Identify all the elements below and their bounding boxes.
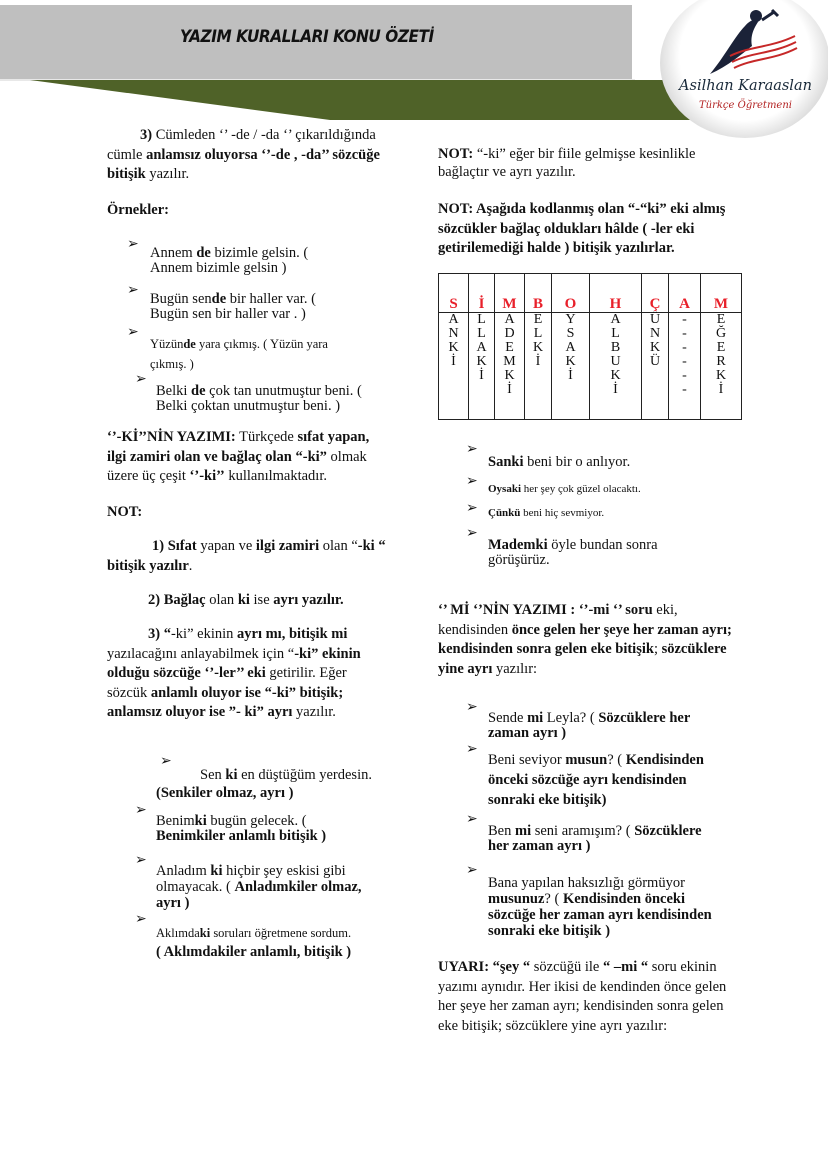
arrow-bullet-icon: ➢ — [127, 283, 139, 298]
text-run: beni bir o anlıyor. — [523, 454, 631, 470]
arrow-bullet-icon: ➢ — [466, 863, 478, 878]
example-item — [200, 766, 420, 786]
text-run: bugün gelecek. ( — [206, 813, 307, 829]
text-run: seni aramışım? ( — [531, 823, 635, 839]
text-run: yapan ve — [196, 538, 256, 554]
text-run: -ki” ekinin — [170, 626, 238, 642]
letter: İ — [507, 382, 512, 397]
letter: - — [682, 340, 687, 355]
example-item — [488, 538, 688, 568]
letter: A — [476, 340, 487, 355]
ki-verb-note — [438, 145, 728, 181]
arrow-bullet-icon: ➢ — [466, 501, 478, 516]
example-item — [488, 711, 723, 741]
conjunction-code-table — [438, 273, 742, 420]
example-item — [488, 875, 733, 939]
text-run: getirilir. Eğer sözcük — [107, 665, 347, 701]
text-run: Bana yapılan haksızlığı görmüyor — [488, 875, 685, 891]
text-run: ; — [653, 641, 662, 657]
letter: - — [682, 326, 687, 341]
text-run: Kendisinden önceki sözcüğe ayrı kendisinden sonraki eke bitişik) — [488, 752, 704, 808]
example-item — [156, 384, 371, 414]
text-run: kullanılmaktadır. — [224, 468, 327, 484]
conjunction-letters-cell — [642, 313, 669, 420]
conjunction-letters-cell — [439, 313, 469, 420]
letter: K — [565, 354, 576, 369]
text-run: -ki “ bitişik yazılır — [107, 538, 386, 574]
letter: S — [566, 326, 575, 341]
conjunction-letters-cell — [590, 313, 642, 420]
text-run: Cümleden ‘’ -de / -da ‘’ çıkarıldığında cümle — [107, 127, 376, 163]
letter: E — [716, 312, 726, 327]
letter: U — [610, 354, 621, 369]
ki-rule-3 — [107, 625, 372, 723]
text-run: 1) Sıfat — [152, 538, 197, 554]
letter: Ü — [649, 312, 661, 327]
text-run: soruları öğretmene sordum. — [210, 926, 352, 940]
text-run: musun — [565, 752, 608, 768]
letter: Y — [565, 312, 576, 327]
ki-rule-1 — [107, 537, 392, 576]
code-letter-cell: O — [552, 274, 590, 313]
code-letter-cell: M — [495, 274, 525, 313]
example-item — [488, 750, 728, 810]
text-run: anlamsız oluyorsa ‘’-de , -da’’ sözcüğe bitişik — [107, 146, 380, 182]
text-run: Ben — [488, 823, 515, 839]
code-letter-cell: M — [701, 274, 742, 313]
text-run: ki — [194, 813, 207, 829]
example-item — [150, 246, 330, 276]
text-run: Aklımda — [156, 926, 200, 940]
teacher-figure-icon — [690, 6, 800, 76]
text-run: ayrı yazılır. — [273, 592, 344, 608]
text-run: 3) “ — [148, 626, 171, 642]
text-run: Mademki — [488, 537, 548, 553]
letter: L — [611, 326, 620, 341]
text-run: musunuz — [488, 891, 545, 907]
example-item — [156, 814, 356, 844]
text-run: ki — [210, 863, 223, 879]
text-run: de — [196, 245, 211, 261]
letter: N — [649, 326, 661, 341]
example-item — [488, 824, 723, 854]
letter: A — [504, 312, 515, 327]
code-letter-cell: B — [525, 274, 552, 313]
text-run: 2) Bağlaç — [148, 592, 206, 608]
ki-rule-2 — [148, 591, 408, 611]
text-run: ‘’-ki’’ — [189, 468, 225, 484]
text-run: her şey çok güzel olacaktı. — [521, 483, 641, 495]
text-run: Benimkiler anlamlı bitişik ) — [156, 828, 327, 844]
letter: K — [715, 368, 727, 383]
text-run: hiçbir şey eskisi gibi olmayacak. ( — [156, 863, 346, 895]
letter: L — [477, 312, 486, 327]
letter: İ — [451, 354, 456, 369]
text-run: ? ( — [607, 752, 626, 768]
text-run: “-ki” eğer bir fiile gelmişse kesinlikle bağlaçtır ve ayrı yazılır. — [438, 146, 696, 180]
text-run: “ –mi “ — [603, 959, 649, 975]
mi-rule — [438, 601, 733, 679]
arrow-bullet-icon: ➢ — [135, 803, 147, 818]
conjunction-letters-cell — [552, 313, 590, 420]
example-item — [156, 863, 381, 911]
letter: B — [610, 340, 621, 355]
text-run: yazılır. — [292, 704, 336, 720]
text-run: Bugün sen — [150, 291, 212, 307]
text-run: Sözcüklere her zaman ayrı ) — [488, 710, 691, 741]
example-note: (Senkiler olmaz, ayrı ) — [156, 785, 294, 801]
arrow-bullet-icon: ➢ — [160, 754, 172, 769]
letter: İ — [718, 382, 724, 397]
letter: L — [533, 326, 543, 341]
text-run: -ki” ekinin olduğu sözcüğe ‘’-ler’’ eki — [107, 645, 361, 681]
examples-heading: Örnekler: — [107, 202, 170, 218]
text-run: de — [211, 291, 227, 307]
letter: N — [448, 326, 459, 341]
letter: K — [532, 340, 544, 355]
text-run: ilgi zamiri — [255, 538, 320, 554]
text-run: Sende — [488, 710, 528, 726]
example-item — [488, 480, 641, 500]
conjunction-letters-cell — [701, 313, 742, 420]
letter: K — [504, 368, 515, 383]
letter: K — [448, 340, 459, 355]
text-run: sıfat yapan, ilgi zamiri olan ve bağlaç olan “-ki” — [107, 429, 370, 465]
letter: E — [533, 312, 543, 327]
letter: K — [476, 354, 487, 369]
letter: K — [610, 368, 621, 383]
letter: M — [503, 354, 516, 369]
letter: A — [610, 312, 621, 327]
conjunction-letters-cell — [495, 313, 525, 420]
example-item — [488, 504, 604, 524]
text-run: ‘’-Kİ’’NİN YAZIMI: — [107, 429, 236, 445]
text-run: Sen — [200, 767, 226, 783]
text-run: Sanki — [488, 454, 524, 470]
de-da-rule — [107, 126, 392, 185]
text-run: yazılır: — [492, 660, 538, 677]
letter: E — [716, 340, 726, 355]
text-run: beni hiç sevmiyor. — [520, 507, 605, 519]
arrow-bullet-icon: ➢ — [466, 812, 478, 827]
text-run: Yüzün — [150, 337, 184, 351]
text-run: bir haller var. ( Bugün sen bir haller var . ) — [150, 291, 316, 322]
text-run: bizimle gelsin. ( Annem bizimle gelsin ) — [150, 245, 309, 276]
letter: E — [505, 340, 514, 355]
example-item — [150, 292, 330, 322]
code-letter-cell: S — [439, 274, 469, 313]
text-run: NOT: — [438, 146, 474, 162]
example-item — [150, 335, 360, 374]
text-run: mi — [527, 710, 544, 726]
text-run: ki — [199, 926, 211, 940]
text-run: sözcüğü ile — [530, 959, 603, 975]
arrow-bullet-icon: ➢ — [127, 237, 139, 252]
text-run: eki, kendisinden — [438, 602, 678, 638]
letter: Ğ — [715, 326, 727, 341]
text-run: sözcüklere yine ayrı — [438, 641, 727, 677]
logo-subtitle: Türkçe Öğretmeni — [698, 100, 792, 111]
text-run: ‘’ Mİ ‘’NİN YAZIMI : ‘’-mi ‘’ soru — [438, 602, 653, 618]
letter: K — [649, 340, 661, 355]
code-letter-cell: Ç — [642, 274, 669, 313]
text-run: anlamlı oluyor ise “-ki” bitişik; anlamsız oluyor ise ”- ki” ayrı — [107, 684, 344, 720]
conjunction-letters-cell — [669, 313, 701, 420]
text-run: Benim — [156, 813, 195, 829]
text-run: de — [191, 383, 206, 399]
text-run: . — [188, 557, 193, 574]
conjunction-letters-cell — [469, 313, 495, 420]
example-item — [156, 924, 396, 944]
conjunction-letters-cell — [525, 313, 552, 420]
letter: İ — [568, 368, 573, 383]
text-run: ayrı mı, bitişik mi — [237, 626, 348, 642]
arrow-bullet-icon: ➢ — [466, 526, 478, 541]
ki-rule-intro — [107, 428, 392, 487]
text-run: en düştüğüm yerdesin. — [237, 767, 372, 783]
text-run: Beni seviyor — [488, 752, 566, 768]
text-run: NOT: Aşağıda kodlanmış olan “-“ki” eki almış sözcükler bağlaç oldukları hâlde ( -ler eki getirilemediği halde ) bitişik yazılırlar. — [438, 201, 726, 256]
text-run: soru ekinin yazımı aynıdır. Her ikisi de kendinden önce gelen her şeye her zaman ayrı; kendisinden sonra gelen eke bitişik; sözcüklere yine ayrı yazılır: — [438, 959, 727, 1034]
letter: A — [448, 312, 459, 327]
letter: Ü — [649, 354, 661, 369]
text-run: ise — [249, 592, 274, 608]
letter: - — [682, 368, 687, 383]
letter: İ — [479, 368, 484, 383]
text-run: öyle bundan sonra görüşürüz. — [488, 537, 658, 568]
arrow-bullet-icon: ➢ — [466, 742, 478, 757]
text-run: Sözcüklere her zaman ayrı ) — [488, 823, 702, 854]
text-run: ki — [237, 592, 250, 608]
example-item — [488, 453, 630, 473]
document-title: YAZIM KURALLARI KONU ÖZETİ — [180, 27, 434, 47]
text-run: ? ( — [544, 891, 563, 907]
letter: İ — [613, 382, 618, 397]
arrow-bullet-icon: ➢ — [466, 442, 478, 457]
text-run: olmak üzere üç çeşit — [107, 448, 367, 484]
letter: - — [682, 354, 687, 369]
code-letter-cell: H — [590, 274, 642, 313]
letter: - — [682, 312, 687, 327]
letter: - — [682, 382, 687, 397]
arrow-bullet-icon: ➢ — [135, 912, 147, 927]
text-run: de — [183, 337, 196, 351]
text-run: Çünkü — [488, 507, 521, 519]
ki-conjunction-note — [438, 200, 730, 259]
table-row — [439, 313, 742, 420]
text-run: Leyla? ( — [543, 710, 599, 726]
letter: D — [504, 326, 515, 341]
letter: R — [716, 354, 726, 369]
text-run: ki — [225, 767, 238, 783]
arrow-bullet-icon: ➢ — [466, 700, 478, 715]
text-run: 3) — [140, 127, 156, 143]
note-heading: NOT: — [107, 504, 143, 520]
text-run: çok tan unutmuştur beni. ( Belki çoktan unutmuştur beni. ) — [156, 383, 362, 414]
text-run: Belki — [156, 383, 192, 399]
table-header-row — [439, 274, 742, 313]
letter: L — [477, 326, 486, 341]
uyari-warning — [438, 958, 733, 1036]
text-run: yazılır. — [145, 166, 190, 182]
arrow-bullet-icon: ➢ — [135, 372, 147, 387]
text-run: UYARI: “şey “ — [438, 959, 531, 975]
text-run: olan — [205, 592, 238, 608]
letter: İ — [535, 354, 541, 369]
text-run: Anladımkiler olmaz, ayrı ) — [156, 879, 362, 911]
text-run: yazılacağını anlayabilmek için “ — [107, 645, 295, 662]
text-run: Oysaki — [488, 483, 522, 495]
logo-name: Asilhan Karaaslan — [679, 78, 812, 94]
code-letter-cell: İ — [469, 274, 495, 313]
arrow-bullet-icon: ➢ — [127, 325, 139, 340]
header-green-band — [0, 80, 760, 120]
text-run: Türkçede — [235, 429, 298, 445]
letter: A — [565, 340, 576, 355]
text-run: önce gelen her şeye her zaman ayrı; kendisinden sonra gelen eke bitişik — [438, 621, 732, 657]
code-letter-cell: A — [669, 274, 701, 313]
text-run: olan “ — [319, 538, 358, 554]
arrow-bullet-icon: ➢ — [466, 474, 478, 489]
text-run: Annem — [150, 245, 197, 261]
text-run: Kendisinden önceki sözcüğe her zaman ayrı kendisinden sonraki eke bitişik ) — [488, 891, 712, 939]
text-run: mi — [514, 823, 532, 839]
example-note: ( Aklımdakiler anlamlı, bitişik ) — [156, 944, 352, 960]
arrow-bullet-icon: ➢ — [135, 853, 147, 868]
text-run: Anladım — [156, 863, 211, 879]
text-run: yara çıkmış. ( Yüzün yara çıkmış. ) — [150, 337, 328, 371]
